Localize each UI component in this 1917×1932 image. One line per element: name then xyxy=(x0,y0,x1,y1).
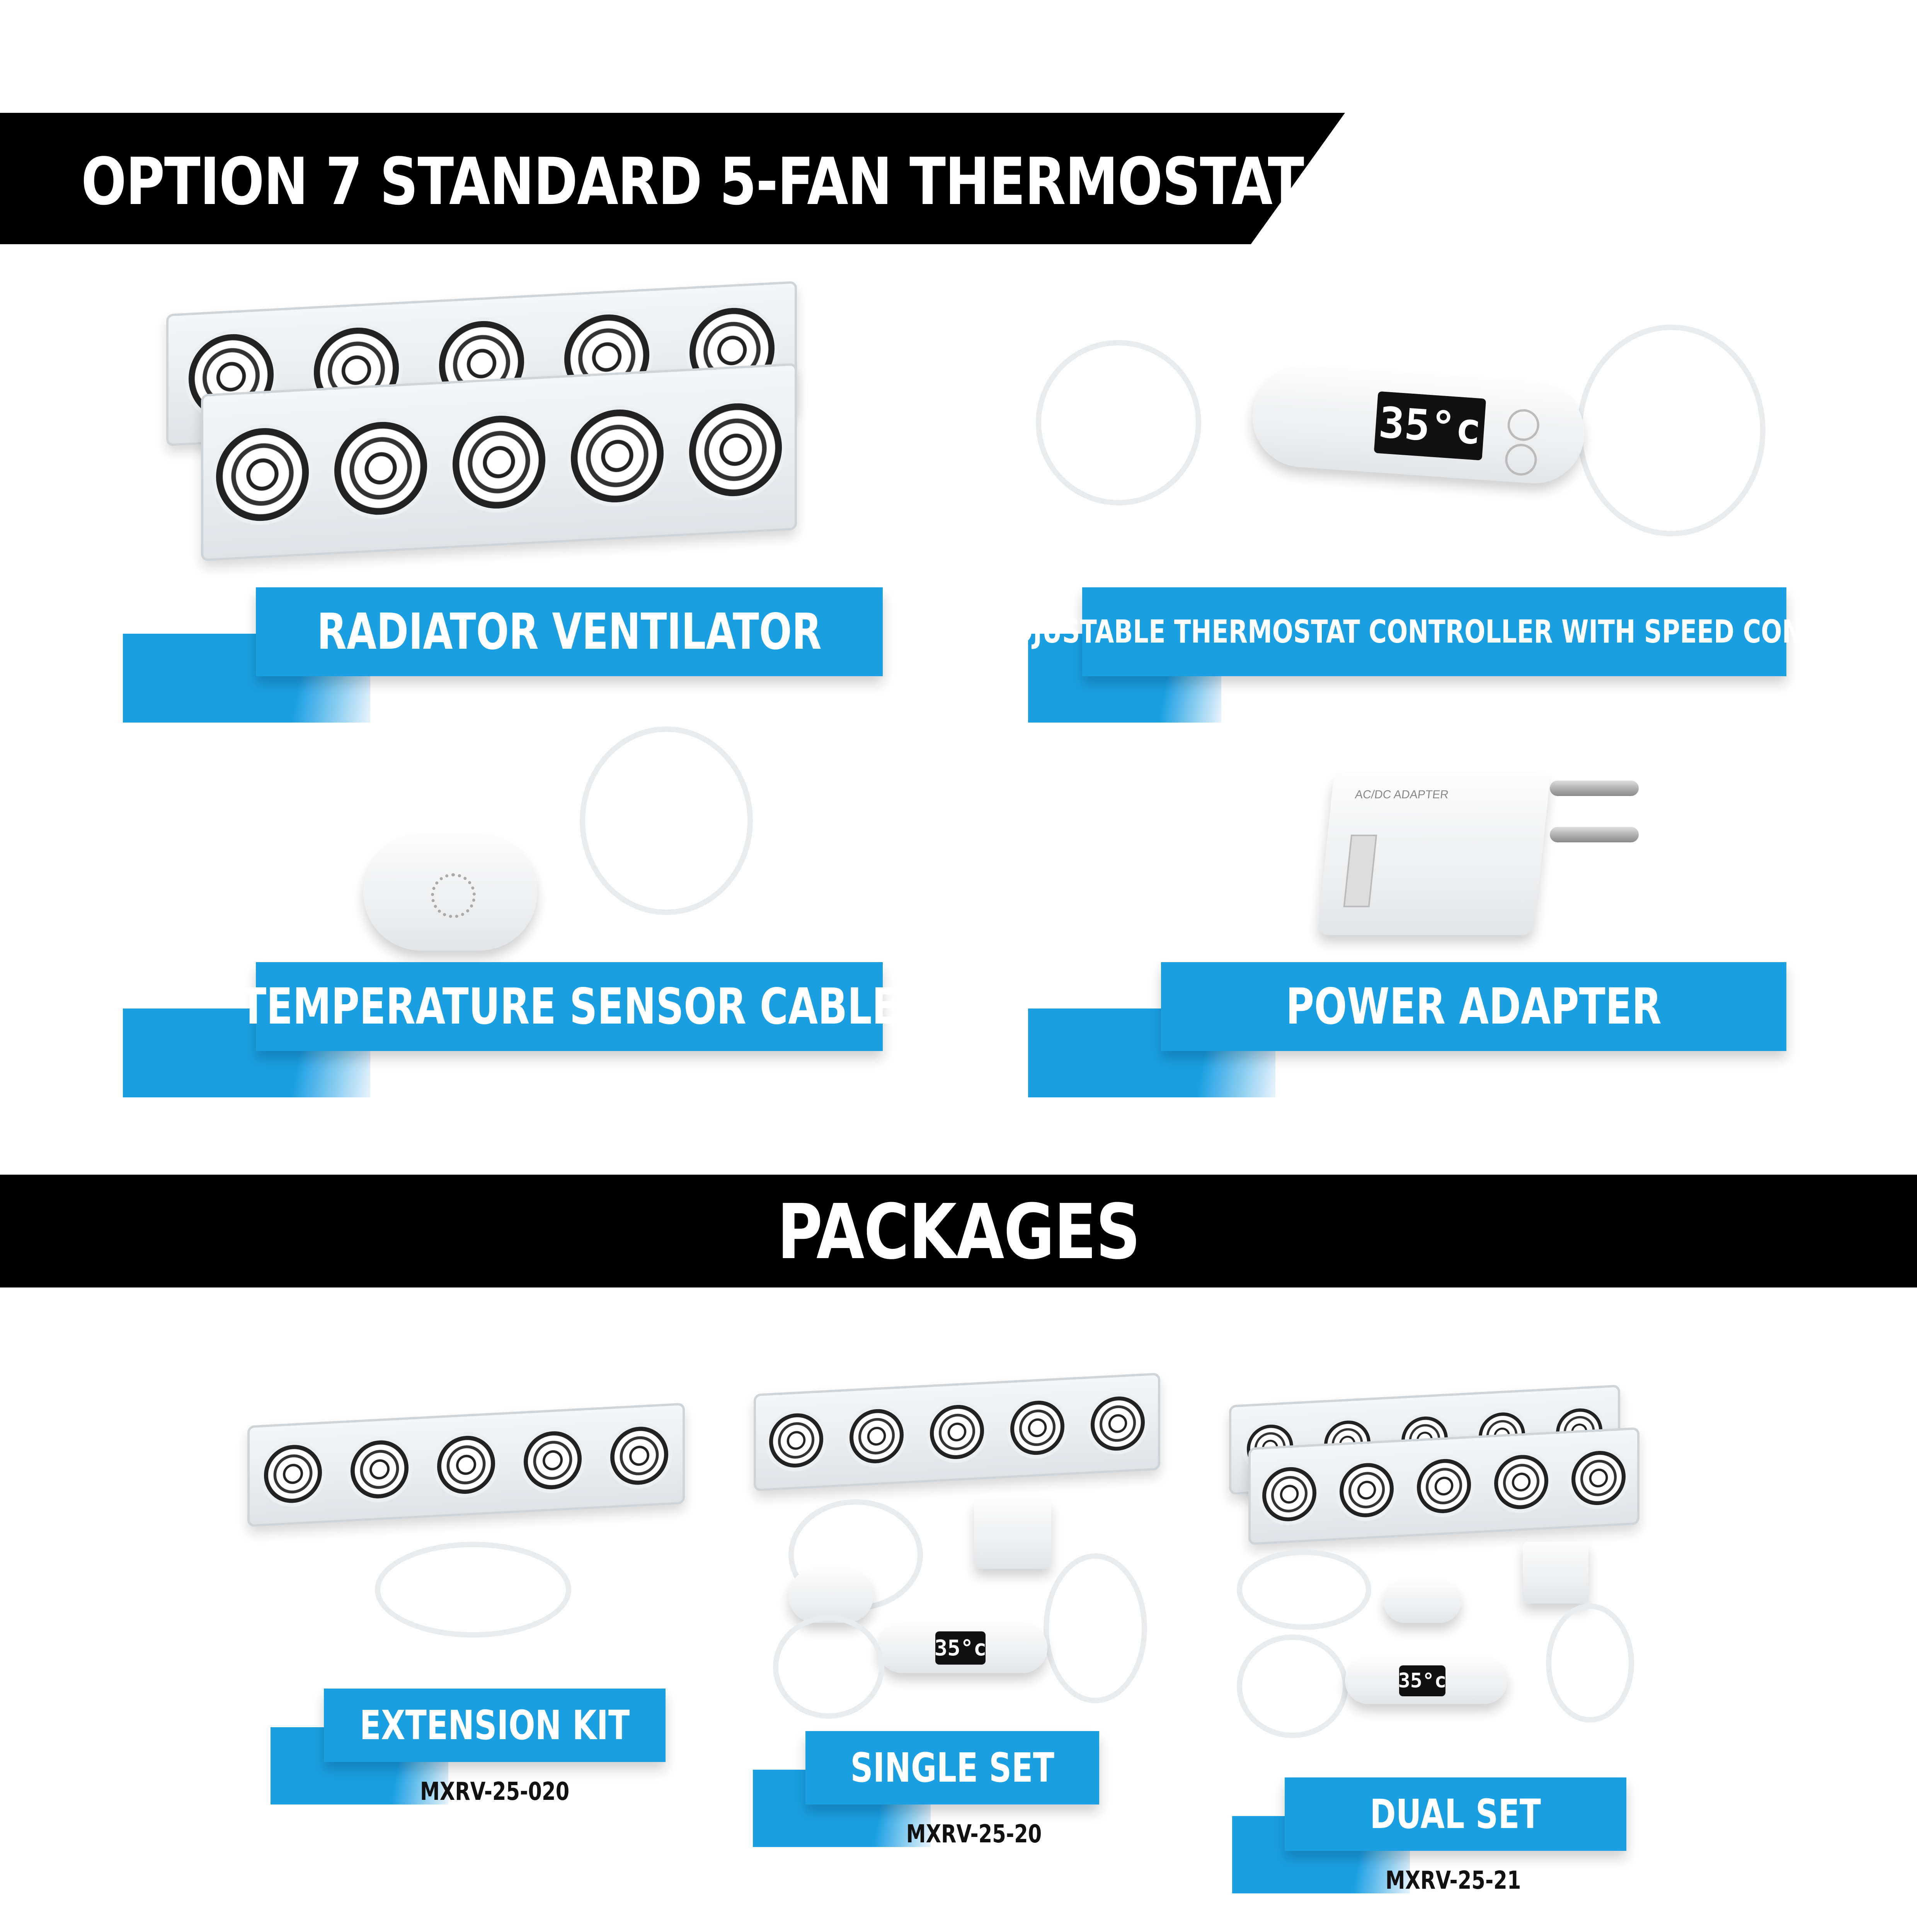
fan-icon xyxy=(846,1404,907,1469)
label-text: RADIATOR VENTILATOR xyxy=(317,603,822,661)
fan-icon xyxy=(433,1430,499,1500)
label-text: TEMPERATURE SENSOR CABLE xyxy=(240,978,899,1036)
plug-pin xyxy=(1550,827,1639,842)
usb-port xyxy=(1343,835,1377,907)
label-power-adapter xyxy=(1161,962,1786,1051)
label-thermostat-controller xyxy=(993,587,1876,676)
label-dual-set xyxy=(1285,1777,1626,1851)
package-name: DUAL SET xyxy=(1370,1791,1541,1838)
sensor-cable-icon xyxy=(363,835,537,951)
package-name: SINGLE SET xyxy=(850,1744,1054,1791)
sensor-cable-image xyxy=(363,703,773,951)
sensor-cable-icon xyxy=(788,1569,873,1623)
label-text: POWER ADAPTER xyxy=(1286,978,1662,1036)
button-icon xyxy=(1504,443,1538,477)
plug-pin xyxy=(1550,781,1639,796)
fan-bar-icon xyxy=(247,1403,685,1527)
package-single-set-image xyxy=(750,1383,1159,1716)
fan-icon xyxy=(260,1439,326,1509)
fan-icon xyxy=(685,397,786,503)
fan-icon xyxy=(926,1400,988,1464)
cable-coil xyxy=(1546,1604,1634,1723)
thermostat-controller-icon xyxy=(877,1623,1047,1673)
power-adapter-icon xyxy=(1317,773,1551,935)
fan-icon xyxy=(1490,1449,1552,1514)
fan-icon xyxy=(330,415,431,521)
package-code: MXRV-25-20 xyxy=(906,1820,1042,1849)
fan-bar-icon xyxy=(1248,1427,1639,1545)
label-extension-kit xyxy=(324,1689,666,1762)
button-icon xyxy=(1507,408,1541,442)
label-single-set xyxy=(805,1731,1099,1804)
cable-coil xyxy=(1044,1553,1147,1703)
fan-icon xyxy=(1568,1446,1629,1510)
package-code: MXRV-25-020 xyxy=(420,1777,570,1806)
fan-icon xyxy=(765,1408,827,1473)
power-adapter-image xyxy=(1326,750,1643,943)
adapter-print: AC/DC ADAPTER xyxy=(1354,788,1449,801)
fan-icon xyxy=(212,422,313,527)
cable-coil xyxy=(1036,340,1201,505)
cable-coil xyxy=(580,726,753,915)
package-extension-kit-image xyxy=(247,1414,688,1646)
temperature-display: 35°c xyxy=(935,1631,986,1665)
fan-bar-icon xyxy=(201,363,797,561)
sensor-dots xyxy=(431,873,476,918)
package-name: EXTENSION KIT xyxy=(359,1702,630,1749)
fan-icon xyxy=(449,409,549,515)
thermostat-controller-icon xyxy=(1345,1658,1507,1704)
fan-icon xyxy=(606,1421,672,1490)
temperature-display: 35°c xyxy=(1374,391,1486,461)
fan-icon xyxy=(1413,1454,1475,1519)
label-text: ADJUSTABLE THERMOSTAT CONTROLLER WITH SPEED CONTROL xyxy=(993,613,1876,650)
thermostat-controller-image xyxy=(1036,286,1786,564)
fan-icon xyxy=(347,1435,412,1504)
fan-bar-icon xyxy=(754,1372,1160,1491)
radiator-ventilator-image xyxy=(166,298,792,568)
label-temperature-sensor-cable xyxy=(240,962,899,1051)
cable-coil xyxy=(1577,325,1765,536)
packages-title: PACKAGES xyxy=(777,1188,1140,1276)
power-adapter-icon xyxy=(974,1499,1051,1569)
power-adapter-icon xyxy=(1523,1542,1588,1604)
sensor-cable-icon xyxy=(1384,1580,1461,1623)
label-radiator-ventilator xyxy=(256,587,883,676)
fan-icon xyxy=(1006,1395,1068,1460)
cable-coil xyxy=(1237,1549,1371,1630)
temperature-display: 35°c xyxy=(1399,1665,1445,1696)
page-title: OPTION 7 STANDARD 5-FAN THERMOSTAT VENTILATOR xyxy=(81,144,1687,219)
fan-icon xyxy=(567,403,667,509)
fan-icon xyxy=(1087,1391,1149,1456)
package-dual-set-image xyxy=(1229,1395,1643,1750)
cable-coil xyxy=(375,1542,571,1638)
thermostat-controller-icon xyxy=(1249,363,1588,486)
fan-icon xyxy=(1258,1462,1320,1527)
cable-coil xyxy=(1237,1634,1348,1738)
fan-icon xyxy=(520,1426,586,1495)
cable-coil xyxy=(773,1615,884,1719)
package-code: MXRV-25-21 xyxy=(1385,1866,1521,1895)
fan-icon xyxy=(1336,1458,1398,1522)
